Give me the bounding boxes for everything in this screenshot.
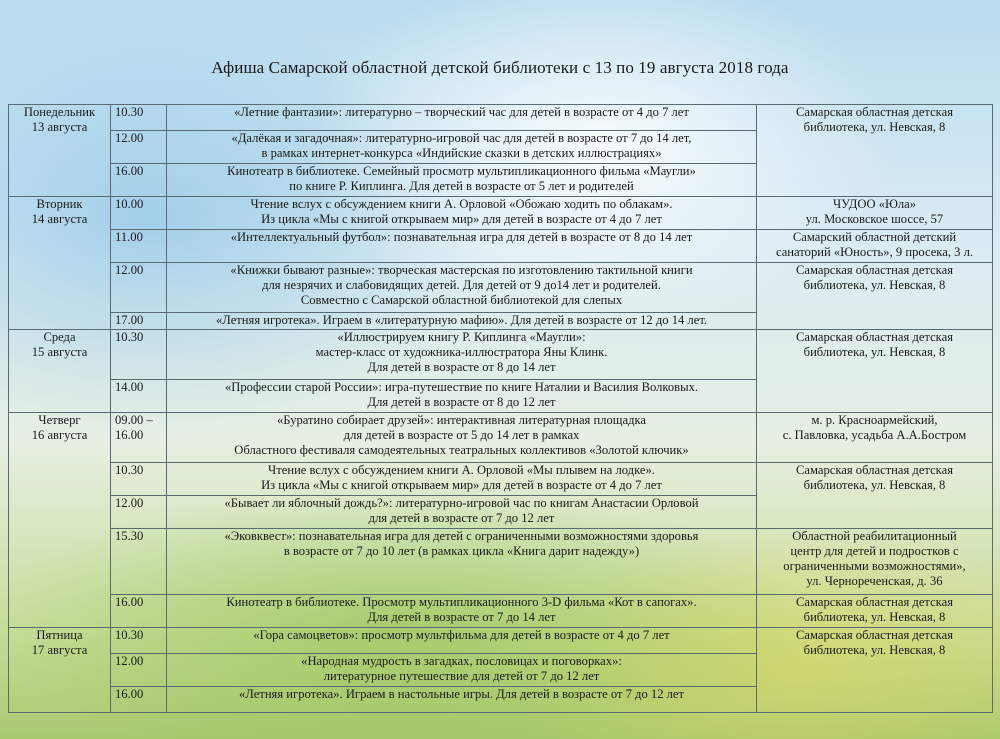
place-line: Самарский областной детский: [792, 230, 957, 244]
event-cell: [167, 313, 757, 330]
day-cell: [9, 105, 111, 197]
event-time: 15.30: [115, 529, 144, 543]
event-line: «Профессии старой России»: игра-путешествие по книге Наталии и Василия Волковых.: [224, 380, 699, 394]
time-cell: [111, 687, 167, 713]
event-line: для незрячих и слабовидящих детей. Для детей от 9 до14 лет и родителей.: [262, 278, 661, 292]
place-line: Областной реабилитационный: [792, 529, 957, 543]
event-time: 16.00: [115, 687, 144, 701]
event-line: по книге Р. Киплинга. Для детей в возрасте от 5 лет и родителей: [289, 179, 634, 193]
place-line: санаторий «Юность», 9 просека, 3 л.: [775, 245, 974, 259]
time-cell: [111, 230, 167, 263]
place-line: Самарская областная детская: [796, 595, 953, 609]
time-cell: [111, 413, 167, 463]
place-cell: [757, 413, 993, 463]
event-line: в рамках интернет-конкурса «Индийские сказки в детских иллюстрациях»: [261, 146, 662, 160]
event-line: «Интеллектуальный футбол»: познавательная игра для детей в возрасте от 8 до 14 лет: [230, 230, 693, 244]
place-cell: [757, 105, 993, 197]
place-cell: [757, 628, 993, 713]
table-row: [9, 330, 993, 380]
day-date: 16 августа: [31, 428, 88, 442]
event-cell: [167, 463, 757, 496]
event-cell: [167, 687, 757, 713]
event-line: Кинотеатр в библиотеке. Семейный просмотр мультипликационного фильма «Маугли»: [227, 164, 696, 178]
event-line: «Летние фантазии»: литературно – творческий час для детей в возрасте от 4 до 7 лет: [234, 105, 689, 119]
time-cell: [111, 496, 167, 529]
place-line: с. Павловка, усадьба А.А.Бостром: [782, 428, 967, 442]
event-line: «Летняя игротека». Играем в «литературную мафию». Для детей в возрасте от 12 до 14 лет.: [215, 313, 708, 327]
event-cell: [167, 413, 757, 463]
event-cell: [167, 263, 757, 313]
event-cell: [167, 197, 757, 230]
time-cell: [111, 529, 167, 595]
time-cell: [111, 263, 167, 313]
day-date: 13 августа: [31, 120, 88, 134]
day-name: Понедельник: [23, 105, 96, 119]
place-cell: [757, 197, 993, 230]
time-cell: [111, 197, 167, 230]
event-time: 10.30: [115, 628, 144, 642]
event-cell: [167, 330, 757, 380]
place-line: ул. Московское шоссе, 57: [805, 212, 944, 226]
event-line: «Гора самоцветов»: просмотр мультфильма для детей в возрасте от 4 до 7 лет: [253, 628, 670, 642]
event-time: 12.00: [115, 654, 144, 668]
place-line: ЧУДОО «Юла»: [832, 197, 916, 211]
page-title: Афиша Самарской областной детской библиотеки с 13 по 19 августа 2018 года: [211, 58, 789, 77]
table-row: [9, 197, 993, 230]
day-date: 15 августа: [31, 345, 88, 359]
place-line: библиотека, ул. Невская, 8: [803, 643, 946, 657]
day-cell: [9, 413, 111, 628]
place-cell: [757, 463, 993, 529]
table-row: [9, 463, 993, 496]
place-line: Самарская областная детская: [796, 330, 953, 344]
event-time: 10.30: [115, 105, 144, 119]
event-cell: [167, 131, 757, 164]
table-row: [9, 263, 993, 313]
event-time: 12.00: [115, 263, 144, 277]
schedule-table: [8, 104, 993, 713]
event-line: «Далёкая и загадочная»: литературно-игровой час для детей в возрасте от 7 до 14 лет,: [231, 131, 692, 145]
table-row: [9, 595, 993, 628]
event-time: 09.00 –: [115, 413, 153, 427]
place-cell: [757, 529, 993, 595]
event-line: мастер-класс от художника-иллюстратора Яны Клинк.: [315, 345, 608, 359]
time-cell: [111, 330, 167, 380]
event-line: для детей в возрасте от 5 до 14 лет в рамках: [343, 428, 580, 442]
time-cell: [111, 595, 167, 628]
event-time: 10.30: [115, 330, 144, 344]
place-line: библиотека, ул. Невская, 8: [803, 478, 946, 492]
event-cell: [167, 529, 757, 595]
day-date: 14 августа: [31, 212, 88, 226]
day-cell: [9, 197, 111, 330]
day-date: 17 августа: [31, 643, 88, 657]
day-cell: [9, 628, 111, 713]
time-cell: [111, 628, 167, 654]
event-time: 12.00: [115, 496, 144, 510]
event-time: 11.00: [115, 230, 143, 244]
place-cell: [757, 330, 993, 413]
time-cell: [111, 654, 167, 687]
place-cell: [757, 230, 993, 263]
event-line: «Летняя игротека». Играем в настольные игры. Для детей в возрасте от 7 до 12 лет: [238, 687, 685, 701]
event-line: Областного фестиваля самодеятельных театральных коллективов «Золотой ключик»: [234, 443, 689, 457]
event-cell: [167, 628, 757, 654]
event-line: «Буратино собирает друзей»: интерактивная литературная площадка: [276, 413, 647, 427]
event-line: Из цикла «Мы с книгой открываем мир» для детей в возрасте от 4 до 7 лет: [261, 478, 662, 492]
place-cell: [757, 595, 993, 628]
event-line: Чтение вслух с обсуждением книги А. Орловой «Обожаю ходить по облакам».: [250, 197, 673, 211]
table-row: [9, 529, 993, 595]
table-row: [9, 105, 993, 131]
time-cell: [111, 313, 167, 330]
place-line: Самарская областная детская: [796, 628, 953, 642]
place-line: Самарская областная детская: [796, 105, 953, 119]
event-time: 17.00: [115, 313, 144, 327]
time-cell: [111, 164, 167, 197]
event-time: 10.00: [115, 197, 144, 211]
event-cell: [167, 164, 757, 197]
time-cell: [111, 131, 167, 164]
event-time: 12.00: [115, 131, 144, 145]
event-line: «Книжки бывают разные»: творческая мастерская по изготовлению тактильной книги: [230, 263, 693, 277]
table-row: [9, 413, 993, 463]
time-cell: [111, 380, 167, 413]
place-line: Самарская областная детская: [796, 463, 953, 477]
event-line: литературное путешествие для детей от 7 до 12 лет: [323, 669, 600, 683]
day-name: Среда: [43, 330, 76, 344]
time-cell: [111, 105, 167, 131]
day-cell: [9, 330, 111, 413]
event-line: для детей в возрасте от 7 до 12 лет: [368, 511, 555, 525]
event-time: 14.00: [115, 380, 144, 394]
event-time: 16.00: [115, 428, 144, 442]
place-line: центр для детей и подростков с: [790, 544, 959, 558]
event-cell: [167, 105, 757, 131]
day-name: Вторник: [36, 197, 83, 211]
place-line: Самарская областная детская: [796, 263, 953, 277]
place-line: библиотека, ул. Невская, 8: [803, 278, 946, 292]
table-row: [9, 628, 993, 654]
event-cell: [167, 654, 757, 687]
event-line: Для детей в возрасте от 8 до 14 лет: [367, 360, 556, 374]
event-line: Для детей в возрасте от 7 до 14 лет: [367, 610, 556, 624]
place-line: библиотека, ул. Невская, 8: [803, 345, 946, 359]
place-line: библиотека, ул. Невская, 8: [803, 120, 946, 134]
event-line: Из цикла «Мы с книгой открываем мир» для детей в возрасте от 4 до 7 лет: [261, 212, 662, 226]
event-line: «Народная мудрость в загадках, пословицах и поговорках»:: [301, 654, 622, 668]
event-line: «Эковквест»: познавательная игра для детей с ограниченными возможностями здоровья: [224, 529, 699, 543]
event-time: 16.00: [115, 595, 144, 609]
place-line: ограниченными возможностями»,: [783, 559, 966, 573]
place-line: м. р. Красноармейский,: [811, 413, 938, 427]
event-line: в возрасте от 7 до 10 лет (в рамках цикла «Книга дарит надежду»): [283, 544, 640, 558]
event-line: Совместно с Самарской областной библиотекой для слепых: [300, 293, 623, 307]
day-name: Пятница: [36, 628, 83, 642]
event-cell: [167, 595, 757, 628]
time-cell: [111, 463, 167, 496]
event-line: Чтение вслух с обсуждением книги А. Орловой «Мы плывем на лодке».: [268, 463, 655, 477]
event-cell: [167, 496, 757, 529]
place-line: ул. Чернореченская, д. 36: [806, 574, 943, 588]
place-line: библиотека, ул. Невская, 8: [803, 610, 946, 624]
table-row: [9, 230, 993, 263]
event-line: Кинотеатр в библиотеке. Просмотр мультипликационного 3-D фильма «Кот в сапогах».: [226, 595, 697, 609]
event-line: Для детей в возрасте от 8 до 12 лет: [367, 395, 556, 409]
day-name: Четверг: [38, 413, 81, 427]
event-cell: [167, 230, 757, 263]
event-line: «Иллюстрируем книгу Р. Киплинга «Маугли»:: [337, 330, 586, 344]
event-time: 16.00: [115, 164, 144, 178]
event-line: «Бывает ли яблочный дождь?»: литературно-игровой час по книгам Анастасии Орловой: [224, 496, 699, 510]
event-time: 10.30: [115, 463, 144, 477]
event-cell: [167, 380, 757, 413]
place-cell: [757, 263, 993, 330]
